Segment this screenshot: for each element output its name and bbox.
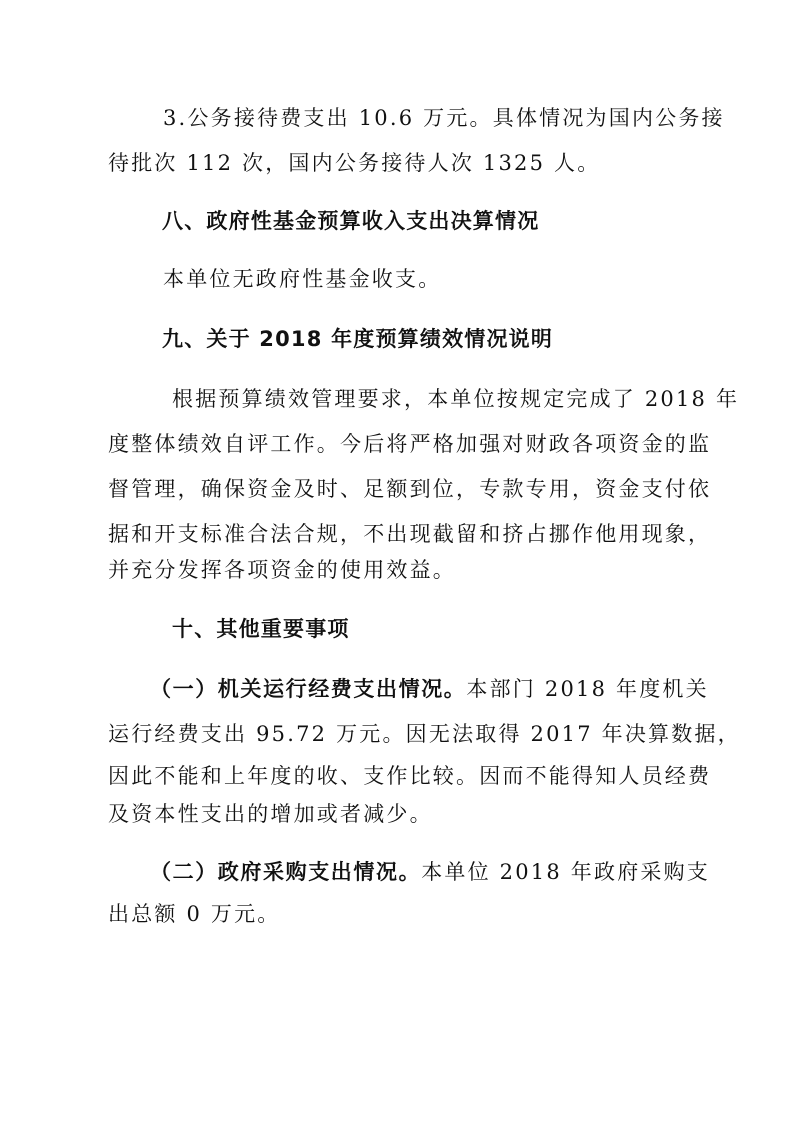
hospitality-line-2: 待批次 112 次，国内公务接待人次 1325 人。 (108, 151, 601, 175)
item-2-line-2: 出总额 0 万元。 (108, 902, 281, 926)
section-9-line-5: 并充分发挥各项资金的使用效益。 (108, 558, 456, 582)
section-9-line-3: 督管理，确保资金及时、足额到位，专款专用，资金支付依 (108, 477, 712, 501)
hospitality-line-1: 3.公务接待费支出 10.6 万元。具体情况为国内公务接 (163, 106, 725, 130)
section-8-heading: 八、政府性基金预算收入支出决算情况 (162, 209, 540, 233)
section-10-heading: 十、其他重要事项 (172, 617, 350, 641)
item-1-title: （一）机关运行经费支出情况。 (150, 677, 467, 701)
item-1-line-1-text: 本部门 2018 年度机关 (466, 677, 709, 701)
item-1-line-3: 因此不能和上年度的收、支作比较。因而不能得知人员经费 (108, 764, 712, 788)
section-9-line-4: 据和开支标准合法合规，不出现截留和挤占挪作他用现象， (108, 522, 712, 546)
item-2-line-1-text: 本单位 2018 年政府采购支 (421, 860, 710, 884)
item-1-line-2: 运行经费支出 95.72 万元。因无法取得 2017 年决算数据， (108, 722, 741, 746)
section-9-line-2: 度整体绩效自评工作。今后将严格加强对财政各项资金的监 (108, 432, 712, 456)
item-1-line-4: 及资本性支出的增加或者减少。 (108, 802, 433, 826)
item-1-line-1 (150, 675, 709, 703)
item-2-line-1 (150, 858, 710, 886)
section-9-line-1: 根据预算绩效管理要求，本单位按规定完成了 2018 年 (172, 387, 740, 411)
section-9-heading: 九、关于 2018 年度预算绩效情况说明 (162, 327, 554, 351)
item-2-title: （二）政府采购支出情况。 (150, 860, 422, 884)
section-8-body: 本单位无政府性基金收支。 (163, 267, 442, 291)
